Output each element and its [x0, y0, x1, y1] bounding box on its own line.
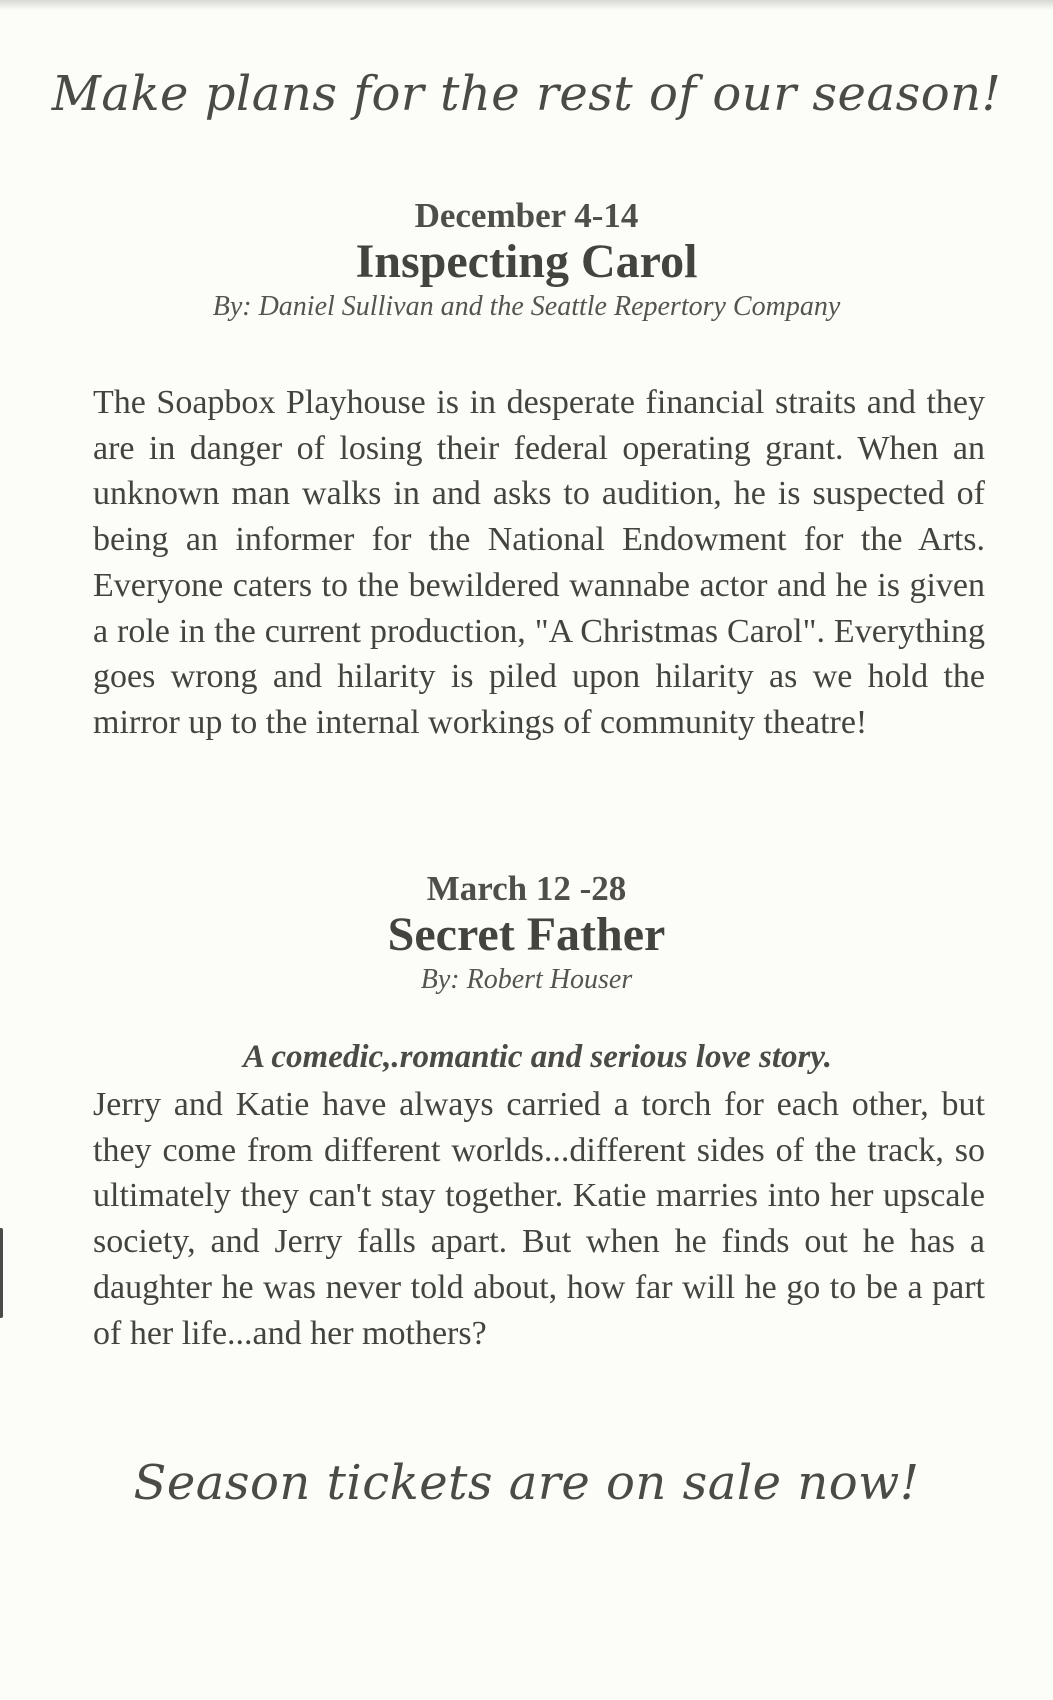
show-2-author: By: Robert Houser	[420, 964, 633, 995]
season-tickets-headline: Season tickets are on sale now!	[133, 1455, 920, 1511]
show-2-header	[0, 869, 1053, 996]
show-1-title: Inspecting Carol	[355, 235, 698, 288]
show-2-title: Secret Father	[387, 908, 666, 961]
show-2-dates: March 12 -28	[426, 869, 627, 908]
show-1-author: By: Daniel Sullivan and the Seattle Repertory Company	[212, 291, 841, 322]
show-1-dates: December 4-14	[414, 196, 639, 235]
season-headline: Make plans for the rest of our season!	[51, 66, 1002, 122]
show-1-header	[0, 196, 1053, 323]
show-1-description: The Soapbox Playhouse is in desperate financial straits and they are in danger of losing their federal operating grant. When an unknown man walks in and asks to audition, he is suspected of being an informer for the National Endowment for the Arts. Everyone caters to the bewildered wannabe actor and he is given a role in the current production, "A Christmas Carol". Everything goes wrong and hilarity is piled upon hilarity as we hold the mirror up to the internal workings of community theatre!	[93, 384, 985, 741]
page-top-edge	[0, 0, 1053, 10]
show-2-description: Jerry and Katie have always carried a torch for each other, but they come from different worlds...different sides of the track, so ultimately they can't stay together. Katie marries into her upscale society, and Jerry falls apart. But when he finds out he has a daughter he was never told about, how far will he go to be a part of her life...and her mothers?	[93, 1086, 985, 1352]
binder-mark	[0, 1228, 3, 1318]
show-2-tagline: A comedic,.romantic and serious love story.	[242, 1039, 833, 1075]
